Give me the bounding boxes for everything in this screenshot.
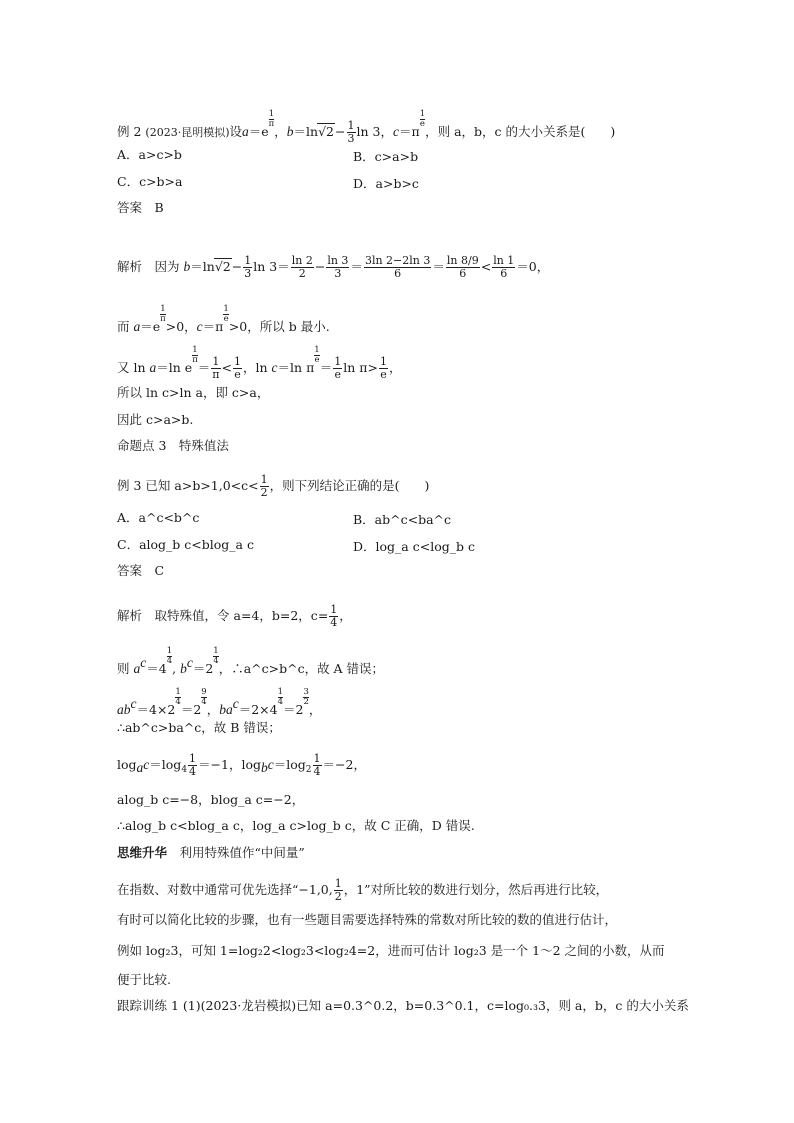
practice-label: 跟踪训练 1 <box>117 998 179 1013</box>
example-2-source: (2023·昆明模拟) <box>145 126 230 139</box>
section-title: 命题点 3 特殊值法 <box>117 438 229 453</box>
ex3-option-c: C．alog_b c<blog_a c <box>117 537 254 552</box>
solution-line-5: 因此 c>a>b. <box>117 412 194 427</box>
answer-label: 答案 <box>117 200 143 215</box>
ex3-solution-line-3: $ab^c=4\times 2$ $\frac{1}{4}$ ＝2 $\frac{9}{4}$ ，$ba^c=2\times 4$ $\frac{1}{4}$ ＝2 $\frac{3}{2}$ ， <box>117 687 322 717</box>
answer-value: B <box>154 200 164 215</box>
thinking-paragraph-1: 在指数、对数中通常可优先选择“−1,0, $\frac{1}{2}$ ，1”对所比较的数进行划分，然后再进行比较， <box>117 877 609 903</box>
solution-prefix: 因为 <box>154 259 180 274</box>
thinking-paragraph-4: 便于比较. <box>117 972 171 987</box>
ex3-solution-line-7: ∴alog_b c<blog_a c，log_a c>log_b c，故 C 正确，D 错误. <box>117 818 475 833</box>
example-2-question: 例 2 (2023·昆明模拟)设a＝e $\frac{1}{\pi}$ ，b＝ln√2− $\frac{1}{3}$ ln 3，c＝π $\frac{1}{e}$ ，则 a，b，c 的大小关系是( ) <box>117 109 616 145</box>
ex3-solution-line-5: $\log_ac=\log_4$ $\frac{1}{4}$ ＝−1，$\log_bc=\log_2$ $\frac{1}{4}$ ＝−2， <box>117 752 366 778</box>
example-2-tail: ，则 a，b，c 的大小关系是( ) <box>425 124 616 139</box>
thinking-paragraph-3: 例如 log₂3，可知 1=log₂2<log₂3<log₂4=2，进而可估计 log₂3 是一个 1～2 之间的小数，从而 <box>117 943 665 958</box>
solution-line-2: 而 a＝e $\frac{1}{\pi}$ >0，c＝π $\frac{1}{e}$ >0，所以 b 最小. <box>117 304 330 334</box>
example-3-intro: 已知 a>b>1,0<c< <box>145 478 259 493</box>
example-2-intro: 设 <box>229 124 243 139</box>
thinking-subtitle: 利用特殊值作“中间量” <box>179 845 305 860</box>
ex3-solution-line-1-text: 取特殊值，令 a=4，b=2，c= <box>154 608 329 623</box>
solution-line-4: 所以 ln c>ln a，即 c>a， <box>117 385 270 400</box>
solution-line-3: 又 ln a＝ln e $\frac{1}{\pi}$ ＝ $\frac{1}{\pi}$ < $\frac{1}{e}$ ，ln c＝ln π $\frac{1}{e}$ ＝ $\frac{1}{e}$ ln π> $\frac{1}{e}$ ， <box>117 345 402 381</box>
solution-line-1: 解析 因为 b＝ln√2− $\frac{1}{3}$ ln 3＝ $\frac{\ln 2}{2}$ − $\frac{\ln 3}{3}$ ＝ $\frac{3\ln 2-2\ln 3}{6}$ ＝ $\frac{\ln 8/9}{6}$ < $\frac{\ln 1}{6}$ ＝0， <box>117 254 550 280</box>
practice-line <box>117 998 689 1014</box>
thinking-heading <box>117 845 305 861</box>
solution-line-2-text: 所以 b 最小. <box>259 319 330 334</box>
ex3-solution-line-6: alog_b c=−8，blog_a c=−2， <box>117 792 305 807</box>
practice-text: (1)(2023·龙岩模拟)已知 a=0.3^0.2，b=0.3^0.1，c=log₀.₃3，则 a，b，c 的大小关系 <box>182 998 689 1013</box>
solution-label: 解析 <box>117 608 143 623</box>
option-d: D．a>b>c <box>353 176 419 191</box>
ex3-option-a: A．a^c<b^c <box>117 510 200 525</box>
thinking-paragraph-2: 有时可以简化比较的步骤，也有一些题目需要选择特殊的常数对所比较的数的值进行估计， <box>117 912 618 927</box>
ex3-solution-line-1: 解析 取特殊值，令 a=4，b=2，c= $\frac{1}{4}$ ， <box>117 603 352 629</box>
answer-label: 答案 <box>117 563 143 578</box>
example-3-tail: ，则下列结论正确的是( ) <box>269 478 430 493</box>
option-b: B．c>a>b <box>353 149 419 164</box>
solution-label: 解析 <box>117 259 143 274</box>
ex3-solution-line-4: ∴ab^c>ba^c，故 B 错误； <box>117 720 281 735</box>
example-3-answer <box>117 563 164 579</box>
solution-line-3-prefix: 又 <box>117 360 130 375</box>
ex3-solution-line-2: 则 $a^c=4$ $\frac{1}{4}$ , $b^c=2$ $\frac{1}{4}$ ，∴a^c>b^c，故 A 错误； <box>117 646 385 676</box>
ex3-solution-line-2-tail: ，∴a^c>b^c，故 A 错误； <box>218 661 385 676</box>
example-2-answer <box>117 200 164 216</box>
example-3-label: 例 3 <box>117 478 142 493</box>
ex3-option-d: D．log_a c<log_b c <box>353 539 475 554</box>
example-2-label: 例 2 <box>117 124 142 139</box>
answer-value: C <box>154 563 165 578</box>
ex3-option-b: B．ab^c<ba^c <box>353 512 452 527</box>
example-3-question: 例 3 已知 a>b>1,0<c< $\frac{1}{2}$ ，则下列结论正确的是( ) <box>117 473 430 499</box>
option-a: A．a>c>b <box>117 147 182 162</box>
thinking-p1: 在指数、对数中通常可优先选择“−1,0, <box>117 882 333 897</box>
thinking-p1-tail: ，1”对所比较的数进行划分，然后再进行比较， <box>343 882 609 897</box>
option-c: C．c>b>a <box>117 174 183 189</box>
thinking-title: 思维升华 <box>117 845 168 860</box>
